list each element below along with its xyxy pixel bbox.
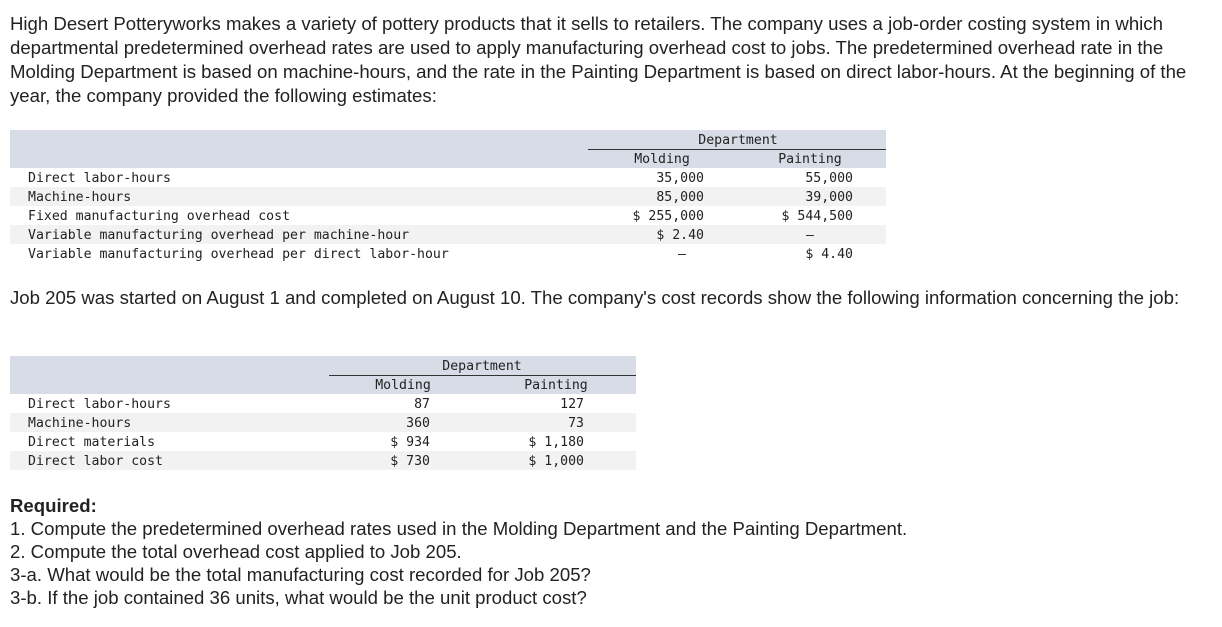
- value-molding-direct-labor-hours: 87: [414, 397, 430, 412]
- department-group-header: Department: [442, 359, 522, 374]
- value-molding-direct-labor-hours: 35,000: [656, 171, 704, 186]
- job-intro-paragraph: Job 205 was started on August 1 and completed on August 10. The company's cost records show the following information concerning the job:: [10, 287, 1180, 308]
- row-label-direct-materials: Direct materials: [28, 435, 156, 450]
- column-header-molding: Molding: [634, 152, 690, 167]
- row-label-fixed-overhead: Fixed manufacturing overhead cost: [28, 209, 291, 224]
- value-painting-direct-materials: $ 1,180: [528, 435, 584, 450]
- department-group-header: Department: [698, 133, 778, 148]
- column-header-molding: Molding: [375, 378, 431, 393]
- value-molding-direct-labor-cost: $ 730: [390, 454, 430, 469]
- value-molding-machine-hours: 360: [406, 416, 430, 431]
- value-painting-fixed-overhead: $ 544,500: [781, 209, 853, 224]
- value-painting-direct-labor-cost: $ 1,000: [528, 454, 584, 469]
- required-title: Required:: [10, 495, 97, 516]
- row-label-variable-overhead-dlh: Variable manufacturing overhead per direct labor-hour: [28, 247, 449, 262]
- estimates-table: [10, 130, 886, 266]
- row-label-machine-hours: Machine-hours: [28, 416, 132, 431]
- row-label-direct-labor-hours: Direct labor-hours: [28, 171, 171, 186]
- required-item-1: 1. Compute the predetermined overhead rates used in the Molding Department and the Painting Department.: [10, 518, 908, 539]
- value-molding-variable-overhead-mh: $ 2.40: [656, 228, 704, 243]
- required-section: [10, 494, 907, 609]
- column-header-painting: Painting: [524, 378, 588, 393]
- row-label-direct-labor-hours: Direct labor-hours: [28, 397, 171, 412]
- row-label-machine-hours: Machine-hours: [28, 190, 132, 205]
- value-painting-variable-overhead-mh: –: [806, 228, 814, 243]
- value-painting-machine-hours: 73: [568, 416, 584, 431]
- value-molding-variable-overhead-dlh: –: [678, 247, 686, 262]
- required-item-3b: 3-b. If the job contained 36 units, what would be the unit product cost?: [10, 587, 587, 608]
- row-label-direct-labor-cost: Direct labor cost: [28, 454, 163, 469]
- value-painting-direct-labor-hours: 55,000: [805, 171, 853, 186]
- value-painting-variable-overhead-dlh: $ 4.40: [805, 247, 853, 262]
- intro-paragraph: High Desert Potteryworks makes a variety of pottery products that it sells to retailers. The company uses a job-order costing system in which departmental predetermined overhead rates are used to apply manufacturing overhead cost to jobs. The predetermined overhead rate in the Molding Department is based on machine-hours, and the rate in the Painting Department is based on direct labor-hours. At the beginning of the year, the company provided the following estimates:: [10, 13, 1187, 106]
- value-painting-machine-hours: 39,000: [805, 190, 853, 205]
- value-molding-machine-hours: 85,000: [656, 190, 704, 205]
- value-molding-fixed-overhead: $ 255,000: [632, 209, 704, 224]
- value-molding-direct-materials: $ 934: [390, 435, 430, 450]
- row-label-variable-overhead-mh: Variable manufacturing overhead per machine-hour: [28, 228, 410, 243]
- required-item-2: 2. Compute the total overhead cost applied to Job 205.: [10, 541, 462, 562]
- job-table: [10, 356, 636, 474]
- required-item-3a: 3-a. What would be the total manufacturing cost recorded for Job 205?: [10, 564, 591, 585]
- column-header-painting: Painting: [778, 152, 842, 167]
- value-painting-direct-labor-hours: 127: [560, 397, 584, 412]
